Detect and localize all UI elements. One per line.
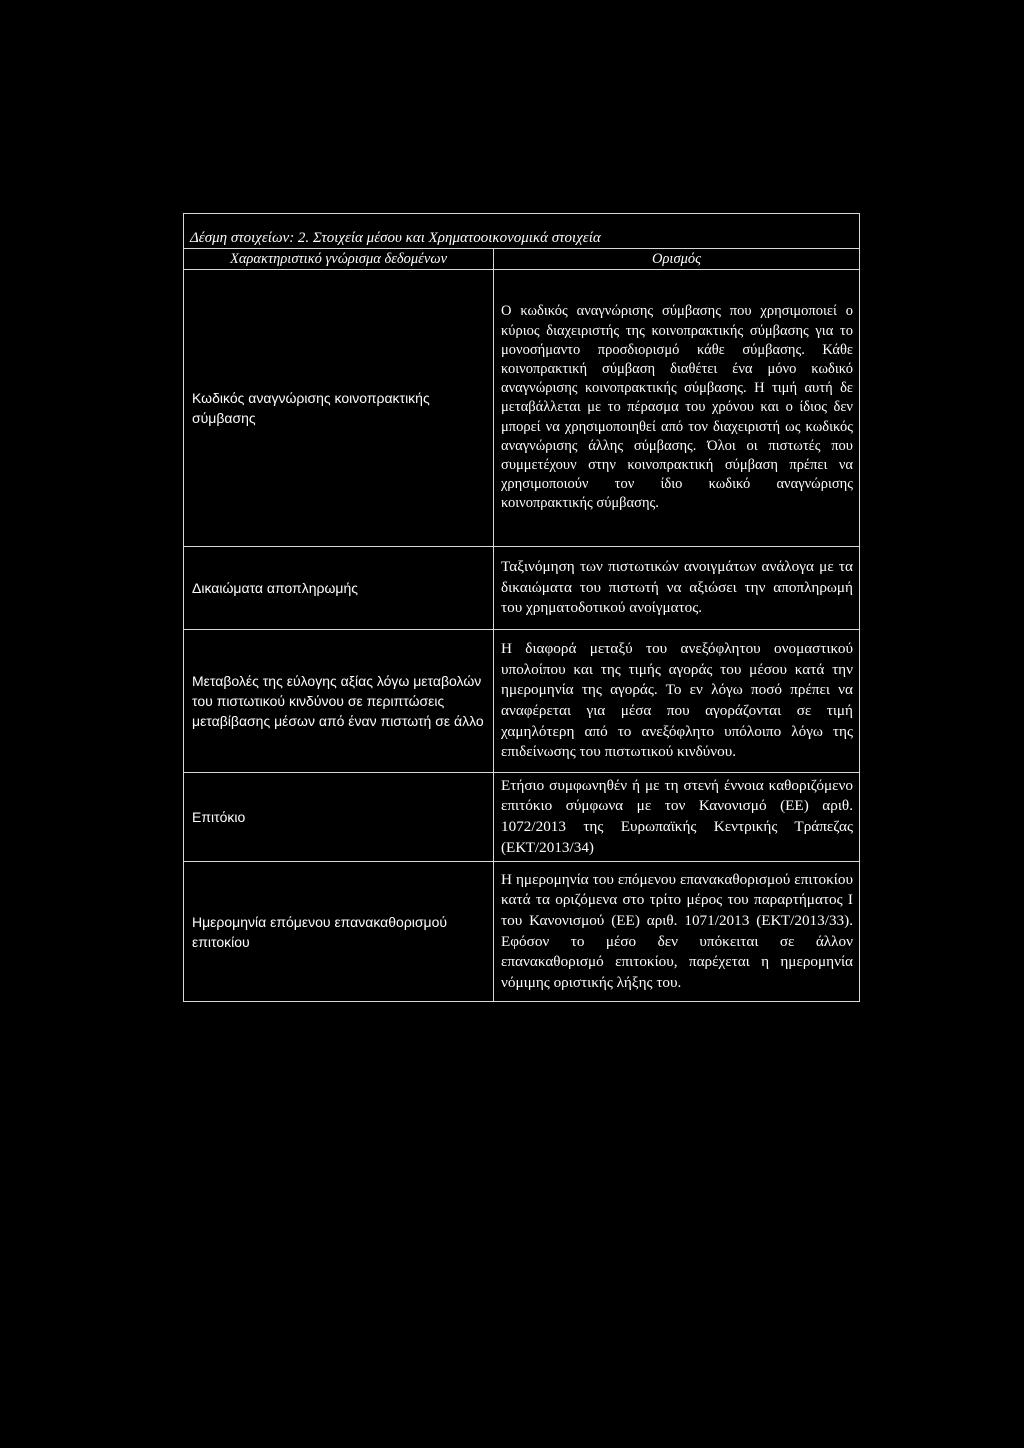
header-definition: Ορισμός: [494, 249, 860, 270]
table-row: [184, 270, 860, 547]
term-cell: Επιτόκιο: [184, 773, 494, 862]
header-term: Χαρακτηριστικό γνώρισμα δεδομένων: [184, 249, 494, 270]
table-title: Δέσμη στοιχείων: 2. Στοιχεία μέσου και Χρηματοοικονομικά στοιχεία: [184, 214, 860, 249]
table-row: [184, 630, 860, 773]
definition-cell: Ταξινόμηση των πιστωτικών ανοιγμάτων ανάλογα με τα δικαιώματα του πιστωτή να αξιώσει την αποπληρωμή του χρηματοδοτικού ανοίγματος.: [494, 547, 860, 630]
term-cell: Δικαιώματα αποπληρωμής: [184, 547, 494, 630]
table-title-row: [184, 214, 860, 249]
table-header-row: [184, 249, 860, 270]
term-cell: Μεταβολές της εύλογης αξίας λόγω μεταβολών του πιστωτικού κινδύνου σε περιπτώσεις μεταβίβασης μέσων από έναν πιστωτή σε άλλο: [184, 630, 494, 773]
definition-cell: Ετήσιο συμφωνηθέν ή με τη στενή έννοια καθοριζόμενο επιτόκιο σύμφωνα με τον Κανονισμό (ΕΕ) αριθ. 1072/2013 της Ευρωπαϊκής Κεντρικής Τράπεζας (ΕΚΤ/2013/34): [494, 773, 860, 862]
term-cell: Κωδικός αναγνώρισης κοινοπρακτικής σύμβασης: [184, 270, 494, 547]
definition-cell: Η διαφορά μεταξύ του ανεξόφλητου ονομαστικού υπολοίπου και της τιμής αγοράς του μέσου κατά την ημερομηνία της αγοράς. Το εν λόγω ποσό πρέπει να αναφέρεται για μέσα που αγοράζονται σε τιμή χαμηλότερη από το ανεξόφλητο υπόλοιπο λόγω της επιδείνωσης του πιστωτικού κινδύνου.: [494, 630, 860, 773]
definition-cell: Η ημερομηνία του επόμενου επανακαθορισμού επιτοκίου κατά τα οριζόμενα στο τρίτο μέρος του παραρτήματος I του Κανονισμού (ΕΕ) αριθ. 1071/2013 (ΕΚΤ/2013/33). Εφόσον το μέσο δεν υπόκειται σε άλλον επανακαθορισμό επιτοκίου, παρέχεται η ημερομηνία νόμιμης οριστικής λήξης του.: [494, 862, 860, 1002]
table-row: [184, 773, 860, 862]
table-row: [184, 547, 860, 630]
definition-cell: Ο κωδικός αναγνώρισης σύμβασης που χρησιμοποιεί ο κύριος διαχειριστής της κοινοπρακτικής σύμβασης για το μονοσήμαντο προσδιορισμό κάθε σύμβασης. Κάθε κοινοπρακτική σύμβαση διαθέτει ένα μόνο κωδικό αναγνώρισης κοινοπρακτικής σύμβασης. Η τιμή αυτή δε μεταβάλλεται με το πέρασμα του χρόνου και ο ίδιος δεν μπορεί να χρησιμοποιηθεί από τον διαχειριστή ως κωδικός αναγνώρισης άλλης σύμβασης. Όλοι οι πιστωτές που συμμετέχουν στην κοινοπρακτική σύμβαση πρέπει να χρησιμοποιούν τον ίδιο κωδικό αναγνώρισης κοινοπρακτικής σύμβασης.: [494, 270, 860, 547]
data-attributes-table: [183, 213, 860, 1002]
table-row: [184, 862, 860, 1002]
term-cell: Ημερομηνία επόμενου επανακαθορισμού επιτοκίου: [184, 862, 494, 1002]
